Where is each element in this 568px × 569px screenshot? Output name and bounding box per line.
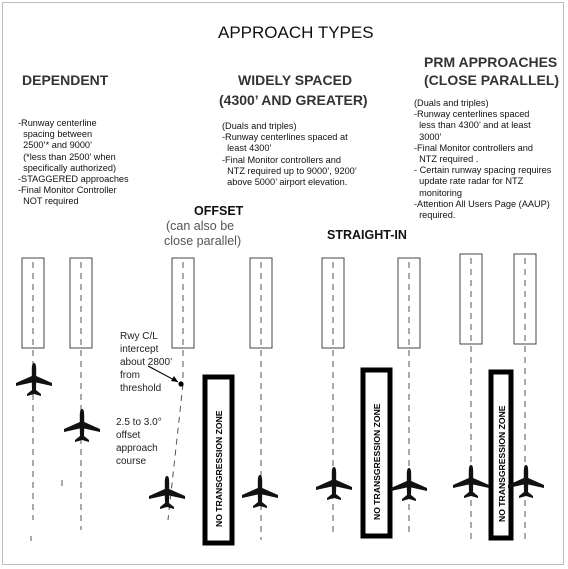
intercept-line: about 2800’: [120, 357, 173, 368]
widely-spaced-subheading: (4300’ AND GREATER): [219, 92, 368, 108]
dependent-line: specifically authorized): [18, 162, 117, 173]
dependent-line: -Final Monitor Controller: [18, 185, 117, 196]
prm-line: (Duals and triples): [414, 98, 489, 108]
dependent-line: spacing between: [18, 129, 93, 140]
aircraft-icon: [149, 476, 185, 509]
dependent-line: 2500’* and 9000’: [18, 140, 93, 151]
runway-straight-left: [322, 258, 344, 348]
prm-heading: PRM APPROACHES: [424, 54, 558, 70]
dependent-line: -STAGGERED approaches: [18, 174, 129, 185]
runway-prm-right: [514, 254, 536, 344]
prm-line: less than 4300’ and at least: [414, 120, 531, 131]
aircraft-icon: [16, 363, 52, 396]
aircraft-icon: [64, 409, 100, 442]
runway-dependent-right: [70, 258, 92, 348]
prm-line: monitoring: [414, 187, 463, 198]
aircraft-icon: [316, 467, 352, 500]
widely-spaced-line: NTZ required up to 9000’, 9200’: [222, 165, 357, 176]
aircraft-icon: [391, 468, 427, 501]
prm-subheading: (CLOSE PARALLEL): [424, 72, 560, 88]
intercept-line: threshold: [120, 383, 162, 394]
intercept-line: intercept: [120, 344, 159, 355]
intercept-point: [178, 381, 183, 386]
widely-spaced-heading: WIDELY SPACED: [238, 72, 353, 88]
aircraft-icon: [242, 475, 278, 508]
offset-note-line1: (can also be: [166, 219, 235, 233]
prm-line: required.: [414, 210, 456, 221]
prm-line: -Runway centerlines spaced: [414, 109, 530, 120]
widely-spaced-line: (Duals and triples): [222, 121, 297, 131]
runway-offset-left: [172, 258, 194, 348]
prm-line: 3000’: [414, 131, 442, 142]
widely-spaced-line: -Final Monitor controllers and: [222, 154, 341, 165]
runway-prm-left: [460, 254, 482, 344]
widely-spaced-line: above 5000’ airport elevation.: [222, 177, 348, 188]
ntz-label-straight: NO TRANSGRESSION ZONE: [372, 403, 382, 520]
ntz-label-offset: NO TRANSGRESSION ZONE: [214, 410, 224, 527]
ntz-label-prm: NO TRANSGRESSION ZONE: [497, 405, 507, 522]
offset-course-line: offset: [116, 430, 141, 441]
dependent-line: (*less than 2500’ when: [18, 151, 116, 162]
offset-approach-course: [168, 384, 183, 520]
offset-course-line: 2.5 to 3.0°: [116, 417, 162, 428]
prm-line: NTZ required .: [414, 154, 479, 165]
runway-straight-right: [398, 258, 420, 348]
offset-label: OFFSET: [194, 204, 244, 218]
dependent-line: -Runway centerline: [18, 118, 97, 128]
straight-in-label: STRAIGHT-IN: [327, 228, 407, 242]
widely-spaced-line: -Runway centerlines spaced at: [222, 132, 348, 143]
intercept-line: Rwy C/L: [120, 331, 158, 342]
offset-course-line: course: [116, 456, 147, 467]
offset-course-line: approach: [116, 443, 158, 454]
offset-note-line2: close parallel): [164, 234, 242, 248]
runway-offset-right: [250, 258, 272, 348]
prm-line: - Certain runway spacing requires: [414, 165, 552, 176]
widely-spaced-line: least 4300’: [222, 143, 272, 154]
prm-line: -Attention All Users Page (AAUP): [414, 198, 550, 209]
diagram-title: APPROACH TYPES: [218, 23, 374, 42]
dependent-heading: DEPENDENT: [22, 72, 109, 88]
aircraft-icon: [453, 465, 489, 498]
intercept-line: from: [120, 370, 140, 381]
runway-dependent-left: [22, 258, 44, 348]
prm-line: -Final Monitor controllers and: [414, 142, 533, 153]
dependent-line: NOT required: [18, 196, 79, 207]
prm-line: update rate radar for NTZ: [414, 176, 524, 187]
